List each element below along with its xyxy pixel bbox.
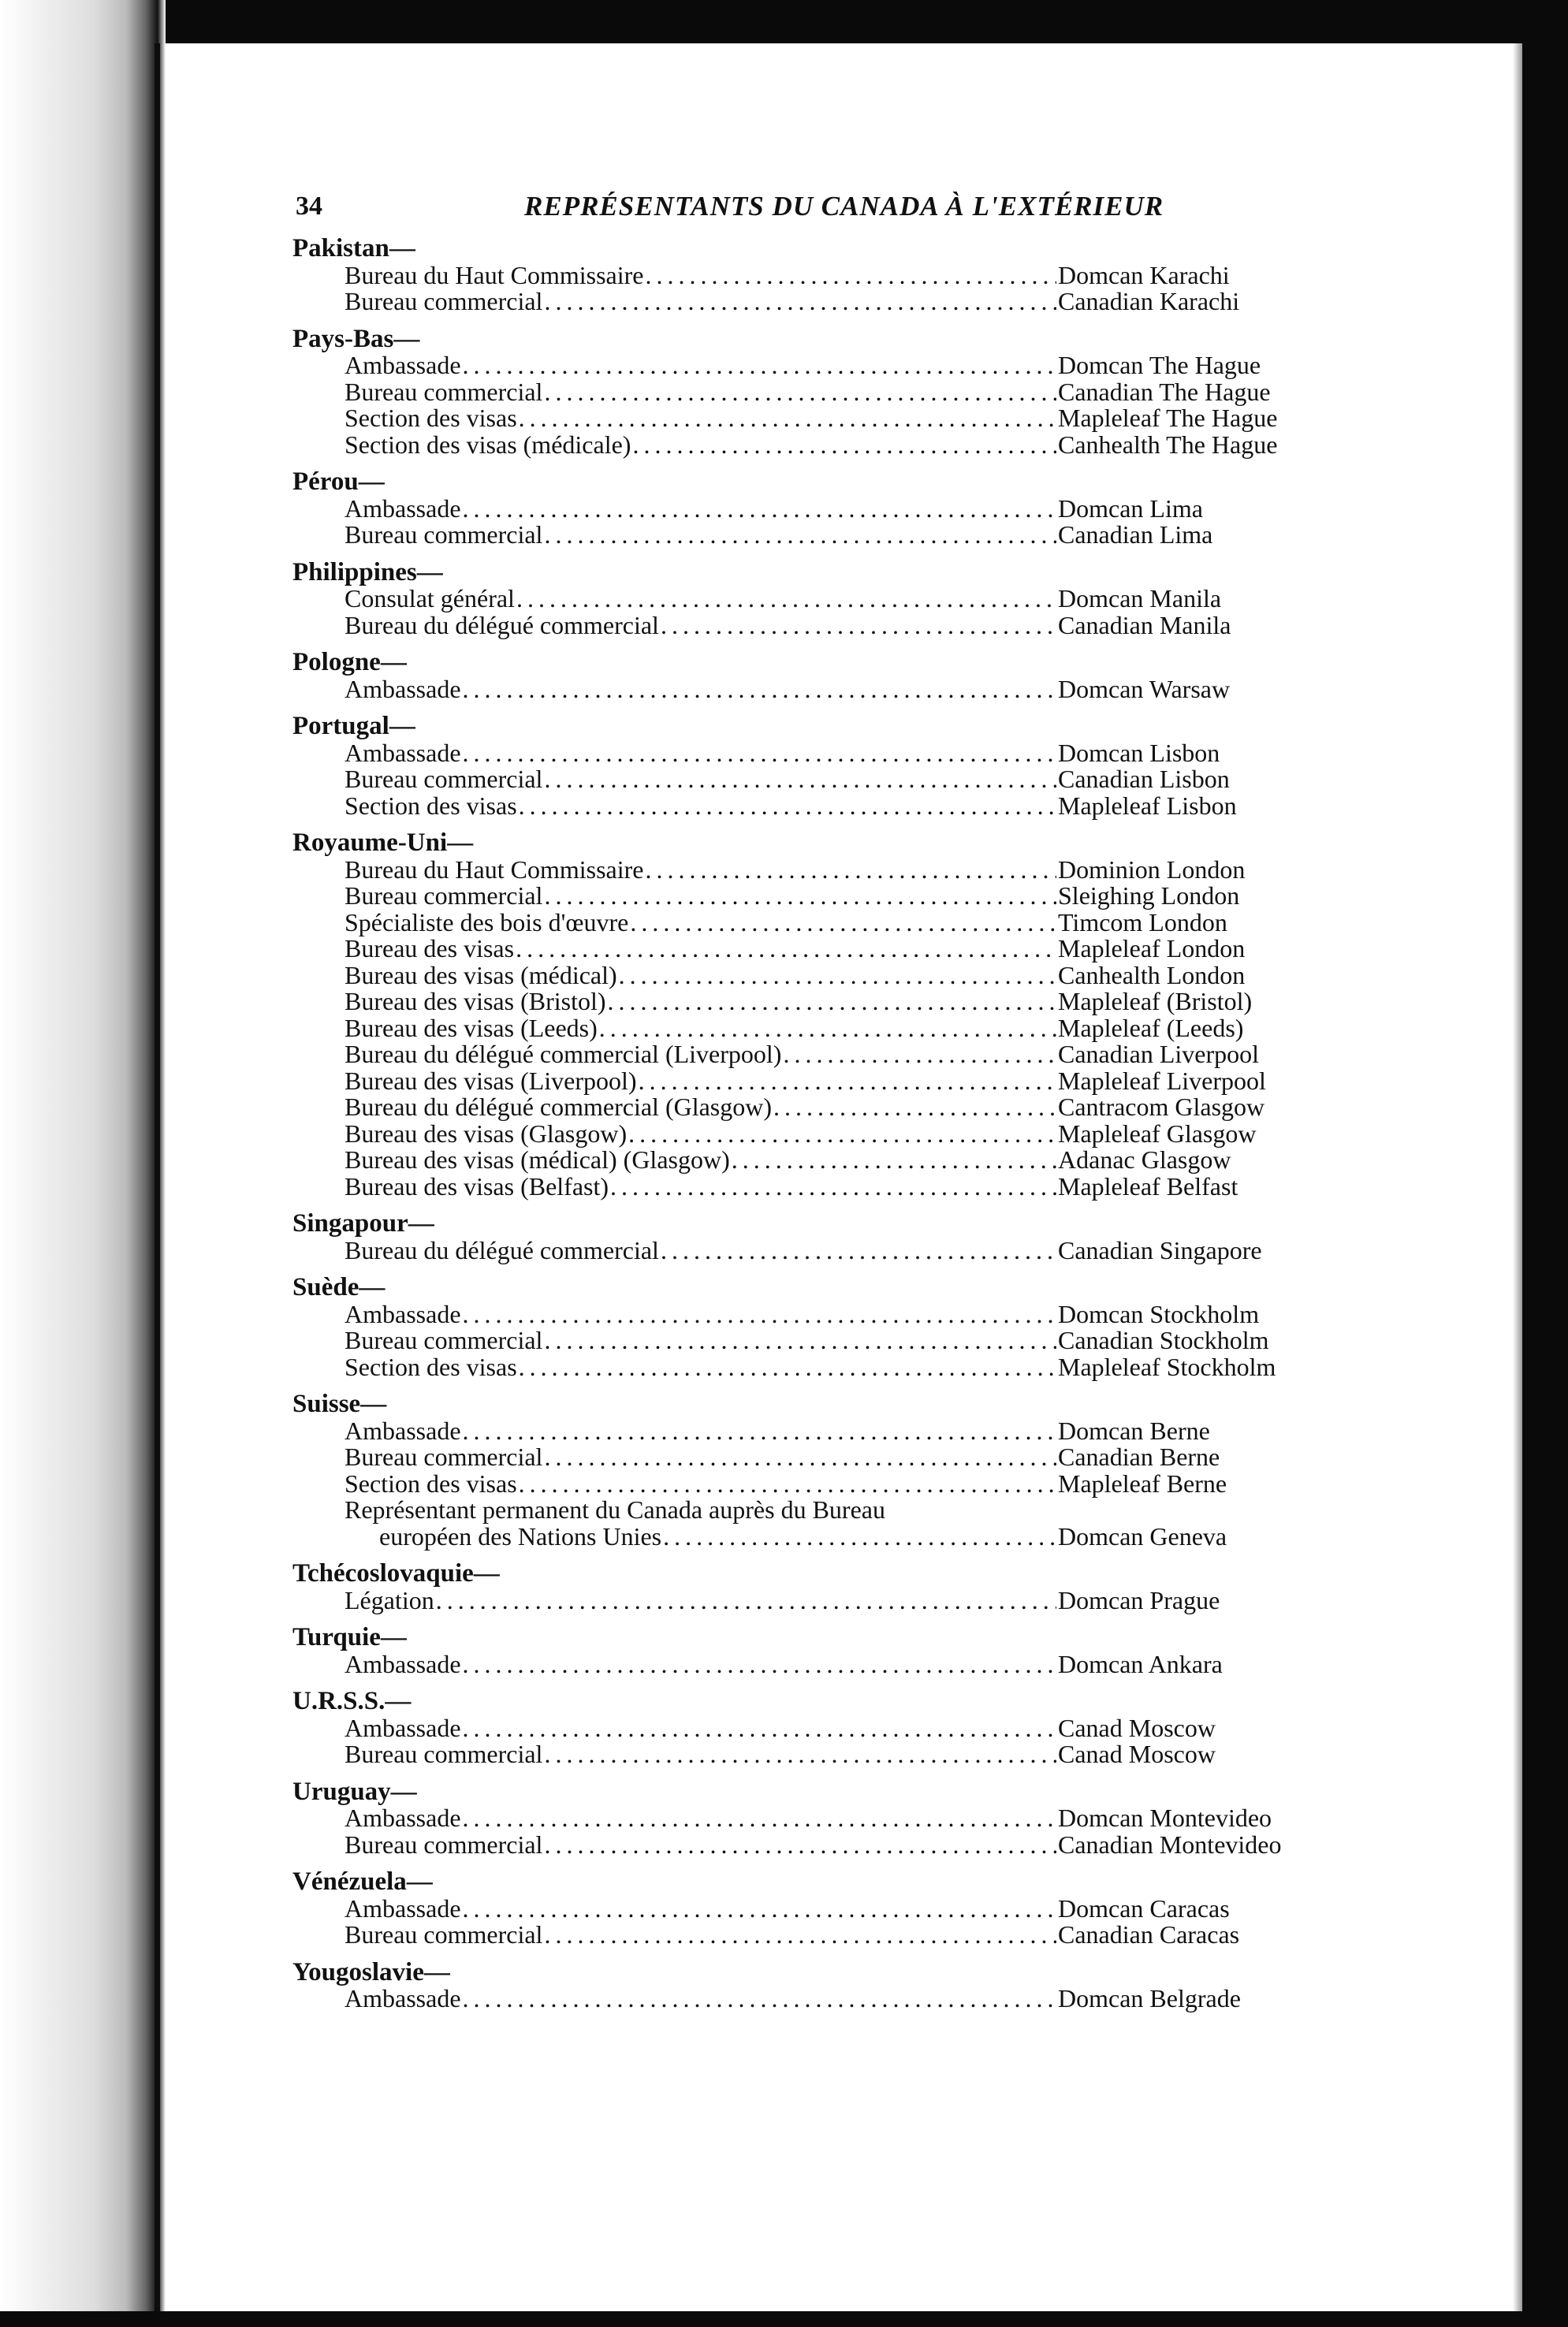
office-label: Consulat général xyxy=(345,584,515,612)
cable-address: Domcan Warsaw xyxy=(1058,674,1231,703)
office-entry xyxy=(280,1121,1330,1148)
office-entry xyxy=(280,1741,1330,1768)
office-entry xyxy=(280,1068,1330,1095)
office-entry xyxy=(280,676,1330,703)
cable-address: Canadian Berne xyxy=(1058,1443,1220,1471)
country-name: Pérou— xyxy=(292,467,385,496)
office-label: Bureau du Haut Commissaire xyxy=(345,260,644,289)
cable-address: Canhealth London xyxy=(1058,960,1246,989)
cable-address: Canadian Lima xyxy=(1058,520,1213,549)
country-block xyxy=(280,469,1344,549)
office-label: Bureau commercial xyxy=(345,1326,543,1354)
country-block xyxy=(280,1957,1344,2012)
dot-leader xyxy=(544,1444,1056,1471)
country-name: Turquie— xyxy=(292,1623,407,1651)
office-entry xyxy=(280,1986,1330,2012)
dot-leader xyxy=(463,352,1056,379)
country-name: Vénézuela— xyxy=(292,1867,433,1896)
office-entry xyxy=(280,405,1330,432)
office-entry xyxy=(280,907,1330,936)
office-label: Ambassade xyxy=(345,1649,461,1678)
country-name: Pologne— xyxy=(292,648,407,676)
office-label: Bureau commercial xyxy=(345,1740,543,1768)
office-entry xyxy=(280,936,1330,962)
office-entry xyxy=(280,1585,1330,1614)
scan-top-border xyxy=(0,0,1568,43)
office-entry xyxy=(280,1235,1330,1264)
country-block xyxy=(280,557,1344,639)
office-label: Bureau des visas (Leeds) xyxy=(345,1013,598,1042)
office-label: Bureau du délégué commercial (Liverpool) xyxy=(345,1040,782,1068)
country-name: Suisse— xyxy=(292,1390,387,1418)
cable-address: Mapleleaf Berne xyxy=(1058,1469,1227,1498)
cable-address: Canadian Karachi xyxy=(1058,287,1240,315)
office-label: Bureau du délégué commercial xyxy=(345,1235,659,1264)
scan-bottom-border xyxy=(0,2311,1568,2327)
cable-address: Canadian Caracas xyxy=(1058,1920,1240,1949)
office-label: Bureau des visas (Bristol) xyxy=(345,987,606,1015)
country-block xyxy=(280,1561,1344,1614)
office-entry xyxy=(280,1354,1330,1381)
dot-leader xyxy=(463,1301,1056,1328)
scan-left-rule xyxy=(155,43,160,2314)
cable-address: Mapleleaf London xyxy=(1058,934,1246,962)
office-label: Bureau commercial xyxy=(345,881,543,910)
dot-leader xyxy=(599,1015,1056,1042)
office-label: Bureau du délégué commercial xyxy=(345,610,659,639)
country-name: Pays-Bas— xyxy=(292,324,420,353)
office-entry xyxy=(280,1094,1330,1121)
office-entry xyxy=(280,1444,1330,1471)
dot-leader xyxy=(783,1041,1056,1068)
cable-address: Canhealth The Hague xyxy=(1058,430,1278,459)
office-label: Spécialiste des bois d'œuvre xyxy=(345,907,629,936)
office-note: Représentant permanent du Canada auprès du Bureau xyxy=(345,1495,885,1524)
office-entry xyxy=(280,1805,1330,1832)
dot-leader xyxy=(661,612,1056,639)
dot-leader xyxy=(645,857,1056,884)
cable-address: Domcan Manila xyxy=(1058,584,1222,612)
dot-leader xyxy=(463,1418,1056,1445)
country-block xyxy=(280,713,1344,819)
representatives-list xyxy=(280,236,1344,2012)
dot-leader xyxy=(610,1174,1056,1201)
dot-leader xyxy=(661,1238,1056,1264)
scan-right-border xyxy=(1522,0,1568,2327)
office-entry xyxy=(280,522,1330,549)
office-label: Ambassade xyxy=(345,674,461,703)
cable-address: Domcan Ankara xyxy=(1058,1649,1223,1678)
dot-leader xyxy=(645,262,1056,289)
office-label: européen des Nations Unies xyxy=(379,1521,662,1551)
scan-left-edge xyxy=(0,0,166,2327)
dot-leader xyxy=(519,1471,1056,1498)
office-entry xyxy=(280,1015,1330,1042)
office-entry xyxy=(280,962,1330,989)
office-label: Ambassade xyxy=(345,1893,461,1923)
cable-address: Canadian Montevideo xyxy=(1058,1830,1282,1859)
cable-address: Domcan Prague xyxy=(1058,1585,1220,1614)
cable-address: Canad Moscow xyxy=(1058,1740,1216,1768)
dot-leader xyxy=(608,989,1057,1015)
dot-leader xyxy=(463,496,1056,523)
dot-leader xyxy=(628,1121,1056,1148)
cable-address: Domcan Caracas xyxy=(1058,1893,1230,1923)
country-name: Yougoslavie— xyxy=(292,1957,450,1986)
dot-leader xyxy=(630,910,1056,936)
cable-address: Canadian The Hague xyxy=(1058,377,1271,406)
dot-leader xyxy=(632,432,1056,459)
office-entry xyxy=(280,1715,1330,1742)
dot-leader xyxy=(639,1068,1056,1095)
country-block xyxy=(280,1869,1344,1949)
office-entry xyxy=(280,1327,1330,1354)
dot-leader xyxy=(463,1896,1056,1923)
office-entry xyxy=(280,1041,1330,1068)
office-label: Section des visas xyxy=(345,1352,517,1381)
cable-address: Mapleleaf Glasgow xyxy=(1058,1119,1257,1148)
dot-leader xyxy=(663,1524,1056,1551)
office-label: Bureau commercial xyxy=(345,287,543,315)
office-entry xyxy=(280,262,1330,289)
cable-address: Mapleleaf Lisbon xyxy=(1058,791,1237,820)
country-name: Philippines— xyxy=(292,557,443,586)
country-name: Royaume-Uni— xyxy=(292,828,474,857)
dot-leader xyxy=(773,1094,1056,1121)
document-page xyxy=(280,177,1344,2012)
office-entry xyxy=(280,1521,1330,1551)
cable-address: Mapleleaf Belfast xyxy=(1058,1171,1238,1201)
country-block xyxy=(280,1625,1344,1677)
office-label: Ambassade xyxy=(345,1299,461,1328)
dot-leader xyxy=(519,405,1056,432)
page-number: 34 xyxy=(296,192,322,221)
cable-address: Canadian Lisbon xyxy=(1058,765,1230,793)
cable-address: Canadian Manila xyxy=(1058,610,1231,639)
cable-address: Domcan Berne xyxy=(1058,1416,1210,1445)
country-name: Singapour— xyxy=(292,1209,434,1238)
office-entry xyxy=(280,586,1330,612)
office-entry xyxy=(280,1922,1330,1949)
dot-leader xyxy=(544,1741,1056,1768)
country-block xyxy=(280,1391,1344,1550)
office-label: Légation xyxy=(345,1585,434,1614)
office-entry xyxy=(280,1418,1330,1445)
cable-address: Domcan The Hague xyxy=(1058,351,1261,379)
office-label: Bureau commercial xyxy=(345,1443,543,1471)
cable-address: Domcan Stockholm xyxy=(1058,1299,1260,1328)
office-label: Ambassade xyxy=(345,1984,461,2012)
dot-leader xyxy=(519,1354,1056,1381)
office-label: Section des visas xyxy=(345,404,517,432)
dot-leader xyxy=(516,586,1056,612)
office-entry xyxy=(280,612,1330,639)
country-block xyxy=(280,236,1344,315)
cable-address: Domcan Karachi xyxy=(1058,260,1230,289)
cable-address: Mapleleaf Liverpool xyxy=(1058,1066,1266,1095)
dot-leader xyxy=(463,1986,1056,2012)
dot-leader xyxy=(732,1147,1056,1174)
office-label: Section des visas xyxy=(345,791,517,820)
office-label: Ambassade xyxy=(345,738,461,767)
office-label: Ambassade xyxy=(345,493,461,523)
office-entry xyxy=(280,793,1330,820)
office-label: Ambassade xyxy=(345,1804,461,1832)
office-label: Bureau des visas xyxy=(345,934,515,962)
dot-leader xyxy=(544,883,1056,910)
office-label: Bureau du délégué commercial (Glasgow) xyxy=(345,1093,773,1121)
cable-address: Canadian Stockholm xyxy=(1058,1326,1269,1354)
country-name: Tchécoslovaquie— xyxy=(292,1559,500,1588)
scan-right-shadow xyxy=(1513,43,1522,2314)
dot-leader xyxy=(544,522,1056,549)
office-entry xyxy=(280,1147,1330,1174)
cable-address: Mapleleaf Stockholm xyxy=(1058,1352,1276,1381)
country-block xyxy=(280,1275,1344,1380)
office-entry xyxy=(280,1171,1330,1201)
office-entry xyxy=(280,1471,1330,1498)
office-entry xyxy=(280,1651,1330,1678)
cable-address: Domcan Lima xyxy=(1058,493,1203,523)
dot-leader xyxy=(463,1805,1056,1832)
dot-leader xyxy=(544,379,1056,406)
cable-address: Domcan Belgrade xyxy=(1058,1984,1241,2012)
office-label: Bureau des visas (médical) xyxy=(345,960,617,989)
cable-address: Timcom London xyxy=(1058,907,1227,936)
page-header xyxy=(280,177,1344,225)
country-block xyxy=(280,830,1344,1200)
cable-address: Canad Moscow xyxy=(1058,1713,1216,1742)
office-label: Ambassade xyxy=(345,1416,461,1445)
dot-leader xyxy=(544,766,1056,793)
country-block xyxy=(280,1779,1344,1859)
office-label: Bureau des visas (Belfast) xyxy=(345,1171,609,1201)
dot-leader xyxy=(544,289,1056,315)
office-entry xyxy=(280,766,1330,793)
cable-address: Domcan Geneva xyxy=(1058,1521,1227,1551)
dot-leader xyxy=(463,740,1056,767)
office-entry xyxy=(280,379,1330,406)
office-label: Bureau des visas (médical) (Glasgow) xyxy=(345,1145,730,1174)
office-entry xyxy=(280,432,1330,459)
office-label: Bureau commercial xyxy=(345,520,543,549)
office-entry xyxy=(280,289,1330,315)
office-label: Bureau du Haut Commissaire xyxy=(345,854,644,884)
dot-leader xyxy=(463,1651,1056,1678)
office-label: Bureau commercial xyxy=(345,1920,543,1949)
office-entry xyxy=(280,740,1330,767)
office-label: Section des visas (médicale) xyxy=(345,430,631,459)
office-label: Ambassade xyxy=(345,351,461,379)
office-entry xyxy=(280,352,1330,379)
dot-leader xyxy=(544,1832,1056,1859)
office-label: Ambassade xyxy=(345,1713,461,1742)
country-block xyxy=(280,1688,1344,1768)
cable-address: Domcan Lisbon xyxy=(1058,738,1220,767)
country-block xyxy=(280,650,1344,702)
dot-leader xyxy=(544,1327,1056,1354)
page-title: REPRÉSENTANTS DU CANADA À L'EXTÉRIEUR xyxy=(524,191,1164,222)
cable-address: Dominion London xyxy=(1058,854,1246,884)
office-entry xyxy=(280,1832,1330,1859)
office-entry xyxy=(280,1301,1330,1328)
cable-address: Cantracom Glasgow xyxy=(1058,1093,1265,1121)
cable-address: Canadian Singapore xyxy=(1058,1235,1262,1264)
cable-address: Sleighing London xyxy=(1058,881,1240,910)
office-label: Bureau des visas (Liverpool) xyxy=(345,1066,637,1095)
country-name: Suède— xyxy=(292,1273,385,1301)
office-label: Bureau commercial xyxy=(345,1830,543,1859)
office-label: Bureau commercial xyxy=(345,377,543,406)
cable-address: Mapleleaf The Hague xyxy=(1058,404,1278,432)
cable-address: Canadian Liverpool xyxy=(1058,1040,1260,1068)
dot-leader xyxy=(544,1922,1056,1949)
cable-address: Mapleleaf (Bristol) xyxy=(1058,987,1253,1015)
dot-leader xyxy=(619,962,1056,989)
cable-address: Adanac Glasgow xyxy=(1058,1145,1231,1174)
cable-address: Mapleleaf (Leeds) xyxy=(1058,1013,1244,1042)
office-entry xyxy=(280,854,1330,884)
country-name: Uruguay— xyxy=(292,1777,417,1806)
dot-leader xyxy=(436,1588,1056,1614)
office-label: Bureau commercial xyxy=(345,765,543,793)
country-name: Pakistan— xyxy=(292,234,415,262)
cable-address: Domcan Montevideo xyxy=(1058,1804,1272,1832)
dot-leader xyxy=(516,936,1056,962)
dot-leader xyxy=(519,793,1056,820)
country-block xyxy=(280,326,1344,459)
office-entry xyxy=(280,883,1330,910)
office-label: Section des visas xyxy=(345,1469,517,1498)
office-label: Bureau des visas (Glasgow) xyxy=(345,1119,628,1148)
office-entry xyxy=(280,1893,1330,1923)
country-block xyxy=(280,1211,1344,1264)
office-entry xyxy=(280,989,1330,1015)
country-name: Portugal— xyxy=(292,712,415,740)
office-entry xyxy=(280,493,1330,523)
dot-leader xyxy=(463,1715,1056,1742)
dot-leader xyxy=(463,676,1056,703)
country-name: U.R.S.S.— xyxy=(292,1687,412,1715)
